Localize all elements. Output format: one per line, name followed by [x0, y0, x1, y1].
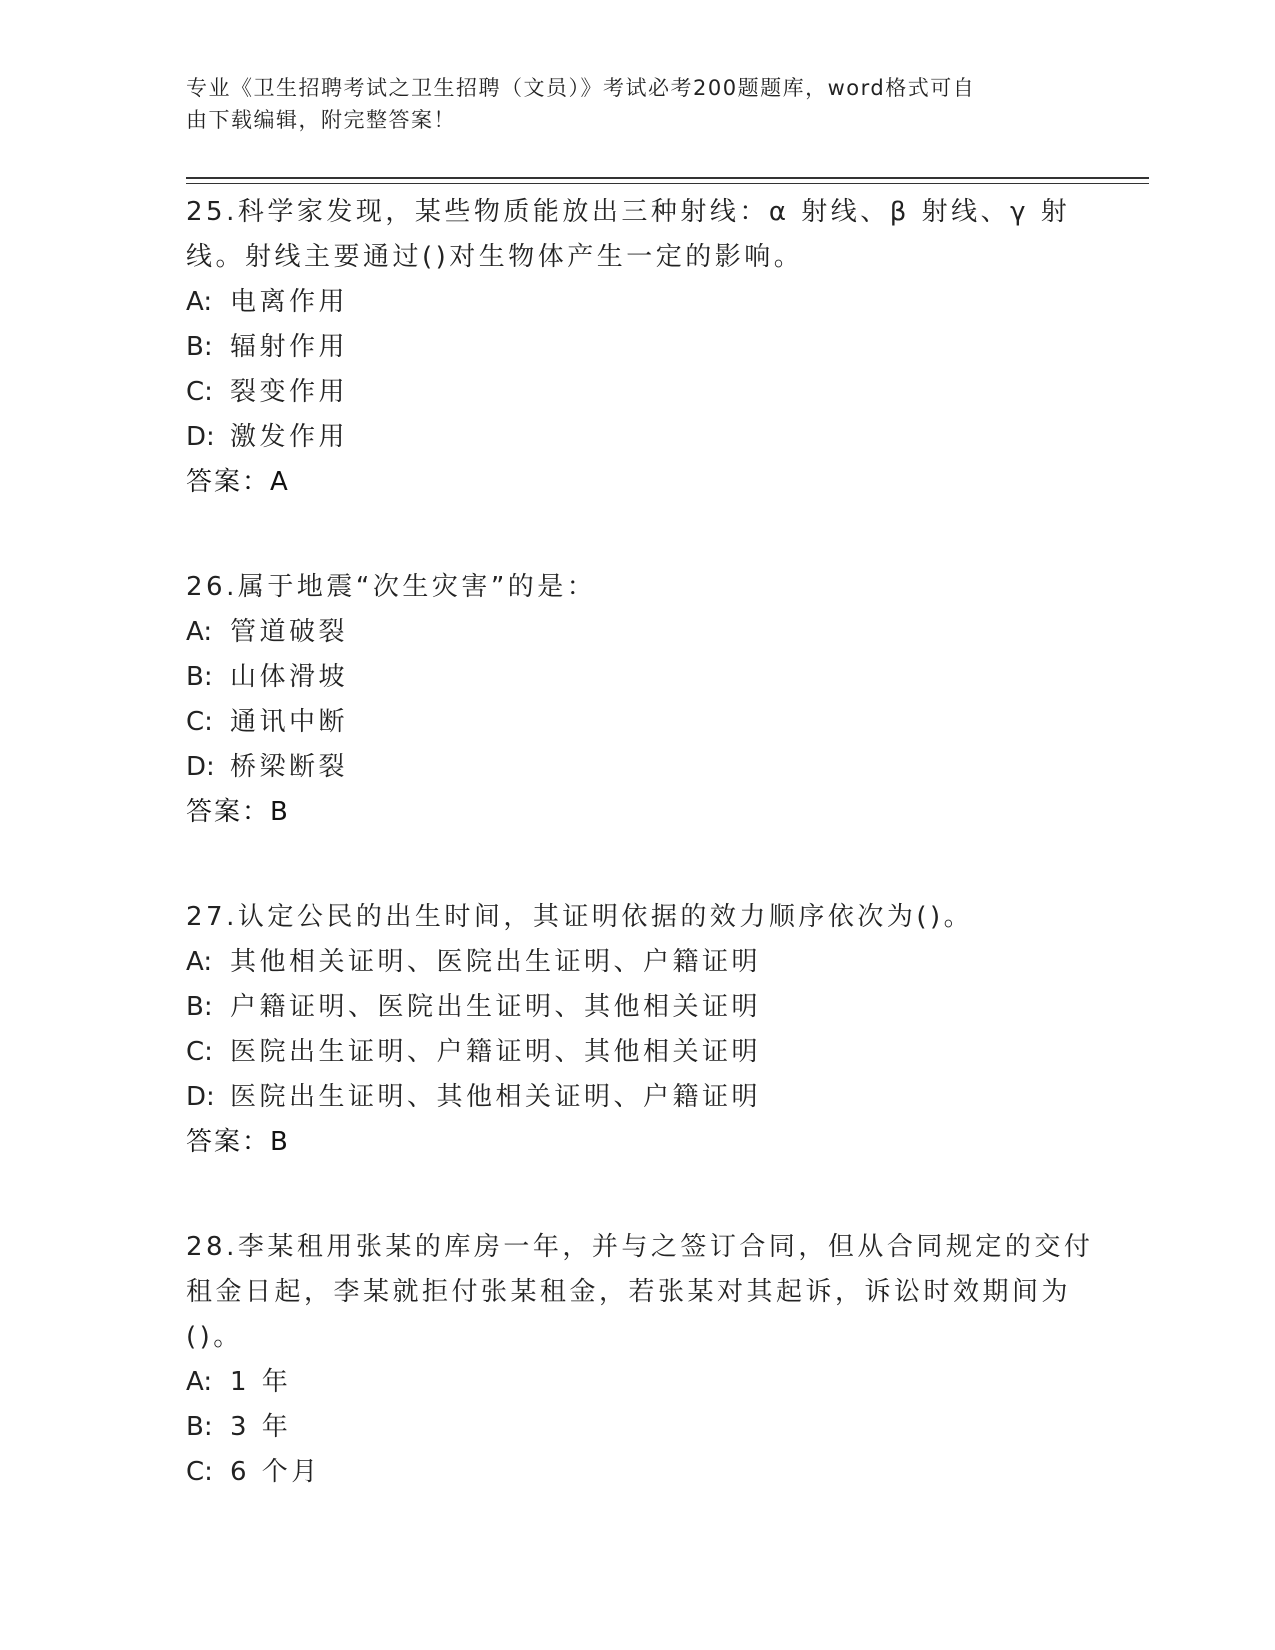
option-key: B:: [186, 662, 213, 692]
answer-line: [186, 790, 1086, 835]
question-list: [186, 190, 1094, 1555]
option-text: 桥梁断裂: [230, 752, 349, 782]
option-c: [186, 370, 1086, 415]
option-key: A:: [186, 287, 213, 317]
option-c: [186, 1030, 1086, 1075]
option-key: D:: [186, 422, 215, 452]
option-b: [186, 325, 1086, 370]
option-text: 医院出生证明、其他相关证明、户籍证明: [230, 1082, 762, 1112]
question-text: [186, 895, 1086, 940]
option-text: 山体滑坡: [230, 662, 349, 692]
option-key: A:: [186, 1367, 213, 1397]
question-text: [186, 1225, 1094, 1360]
header-divider: [186, 183, 1149, 184]
option-a: [186, 610, 1086, 655]
question-line: 线。射线主要通过()对生物体产生一定的影响。: [186, 242, 804, 272]
option-key: D:: [186, 1082, 215, 1112]
option-b: [186, 1405, 1086, 1450]
option-a: [186, 280, 1086, 325]
question-item: [186, 190, 1086, 505]
option-text: 6 个月: [230, 1457, 321, 1487]
option-text: 辐射作用: [230, 332, 349, 362]
option-text: 激发作用: [230, 422, 349, 452]
answer-value: A: [270, 467, 288, 497]
option-text: 1 年: [230, 1367, 292, 1397]
option-a: [186, 1360, 1086, 1405]
answer-label: 答案：: [186, 1127, 271, 1157]
option-c: [186, 1450, 1086, 1495]
header-divider: [186, 177, 1149, 179]
option-key: B:: [186, 992, 213, 1022]
option-key: D:: [186, 752, 215, 782]
answer-line: [186, 460, 1086, 505]
option-key: C:: [186, 707, 213, 737]
question-line: 26.属于地震“次生灾害”的是：: [186, 572, 597, 602]
option-a: [186, 940, 1086, 985]
answer-value: B: [270, 797, 288, 827]
option-d: [186, 415, 1086, 460]
option-key: C:: [186, 1037, 213, 1067]
option-d: [186, 1075, 1086, 1120]
question-item: [186, 895, 1086, 1165]
option-text: 管道破裂: [230, 617, 349, 647]
option-text: 其他相关证明、医院出生证明、户籍证明: [230, 947, 762, 977]
option-key: B:: [186, 332, 213, 362]
answer-line: [186, 1120, 1086, 1165]
answer-label: 答案：: [186, 797, 271, 827]
option-d: [186, 745, 1086, 790]
question-line: 租金日起，李某就拒付张某租金，若张某对其起诉，诉讼时效期间为: [186, 1277, 1072, 1307]
option-text: 电离作用: [230, 287, 349, 317]
option-text: 医院出生证明、户籍证明、其他相关证明: [230, 1037, 762, 1067]
option-key: A:: [186, 947, 213, 977]
header-line: 专业《卫生招聘考试之卫生招聘（文员）》考试必考200题题库，word格式可自: [186, 76, 976, 100]
question-text: [186, 190, 1086, 280]
option-key: B:: [186, 1412, 213, 1442]
header-line: 由下载编辑，附完整答案！: [186, 108, 456, 132]
option-text: 3 年: [230, 1412, 292, 1442]
document-header: [186, 72, 1066, 136]
question-item: [186, 1225, 1094, 1495]
answer-value: B: [270, 1127, 288, 1157]
option-b: [186, 985, 1086, 1030]
question-line: 25.科学家发现，某些物质能放出三种射线：α 射线、β 射线、γ 射: [186, 197, 1071, 227]
option-b: [186, 655, 1086, 700]
option-c: [186, 700, 1086, 745]
option-text: 裂变作用: [230, 377, 349, 407]
option-key: A:: [186, 617, 213, 647]
answer-label: 答案：: [186, 467, 271, 497]
option-key: C:: [186, 1457, 213, 1487]
question-item: [186, 565, 1086, 835]
option-key: C:: [186, 377, 213, 407]
question-line: ()。: [186, 1322, 243, 1352]
question-line: 27.认定公民的出生时间，其证明依据的效力顺序依次为()。: [186, 902, 974, 932]
question-line: 28.李某租用张某的库房一年，并与之签订合同，但从合同规定的交付: [186, 1232, 1094, 1262]
question-text: [186, 565, 1086, 610]
option-text: 通讯中断: [230, 707, 349, 737]
option-text: 户籍证明、医院出生证明、其他相关证明: [230, 992, 762, 1022]
